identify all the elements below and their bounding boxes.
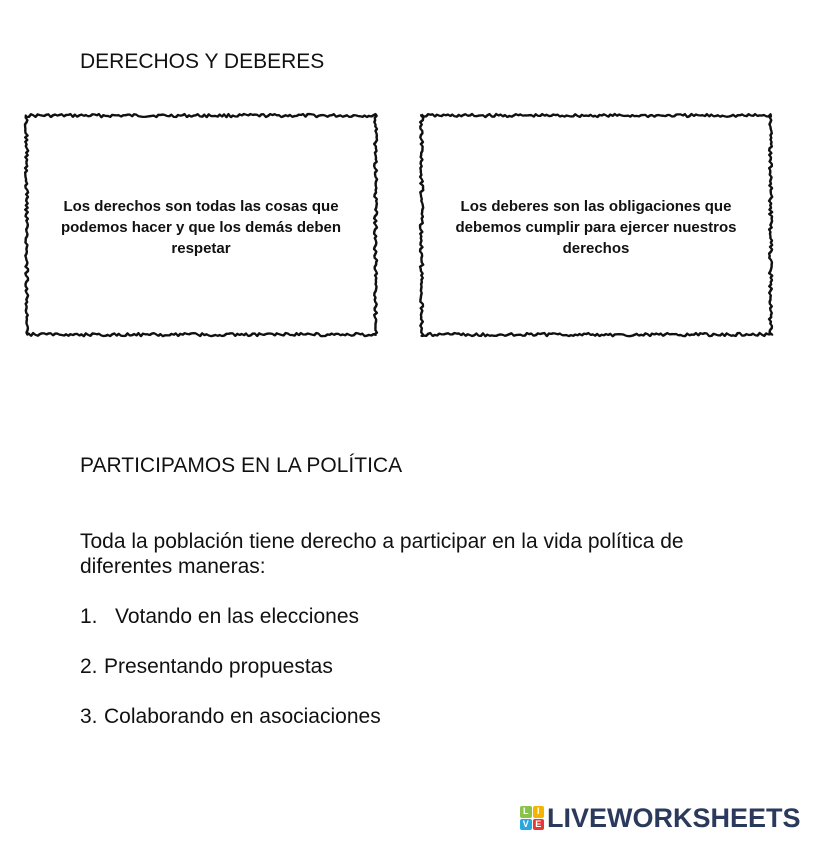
logo-wordmark: LIVEWORKSHEETS: [547, 803, 801, 833]
section-title-politics: PARTICIPAMOS EN LA POLÍTICA: [80, 454, 403, 477]
rights-definition-text: Los derechos son todas las cosas que podemos hacer y que los demás deben respetar: [60, 198, 342, 257]
list-item: [80, 705, 381, 729]
duties-definition-text: Los deberes son las obligaciones que debemos cumplir para ejercer nuestros derechos: [455, 198, 737, 257]
list-item-number: 2.: [80, 655, 98, 678]
list-item-number: 3.: [80, 705, 98, 728]
intro-paragraph: Toda la población tiene derecho a participar en la vida política de diferentes maneras:: [80, 530, 684, 578]
list-item-text: Colaborando en asociaciones: [104, 705, 381, 728]
list-item: [80, 605, 359, 629]
logo-mark-icon: [520, 806, 544, 830]
logo-mark-letter: L: [520, 806, 532, 818]
list-item-number: 1.: [80, 605, 98, 628]
liveworksheets-logo: [520, 803, 801, 833]
logo-mark-letter: I: [533, 806, 545, 818]
list-item: [80, 655, 333, 679]
logo-mark-letter: E: [533, 819, 545, 831]
logo-mark-letter: V: [520, 819, 532, 831]
rights-definition-card: [25, 114, 377, 336]
section-title-rights-duties: DERECHOS Y DEBERES: [80, 50, 325, 73]
list-item-text: Presentando propuestas: [104, 655, 333, 678]
list-item-text: Votando en las elecciones: [115, 605, 360, 628]
duties-definition-card: [420, 114, 772, 336]
